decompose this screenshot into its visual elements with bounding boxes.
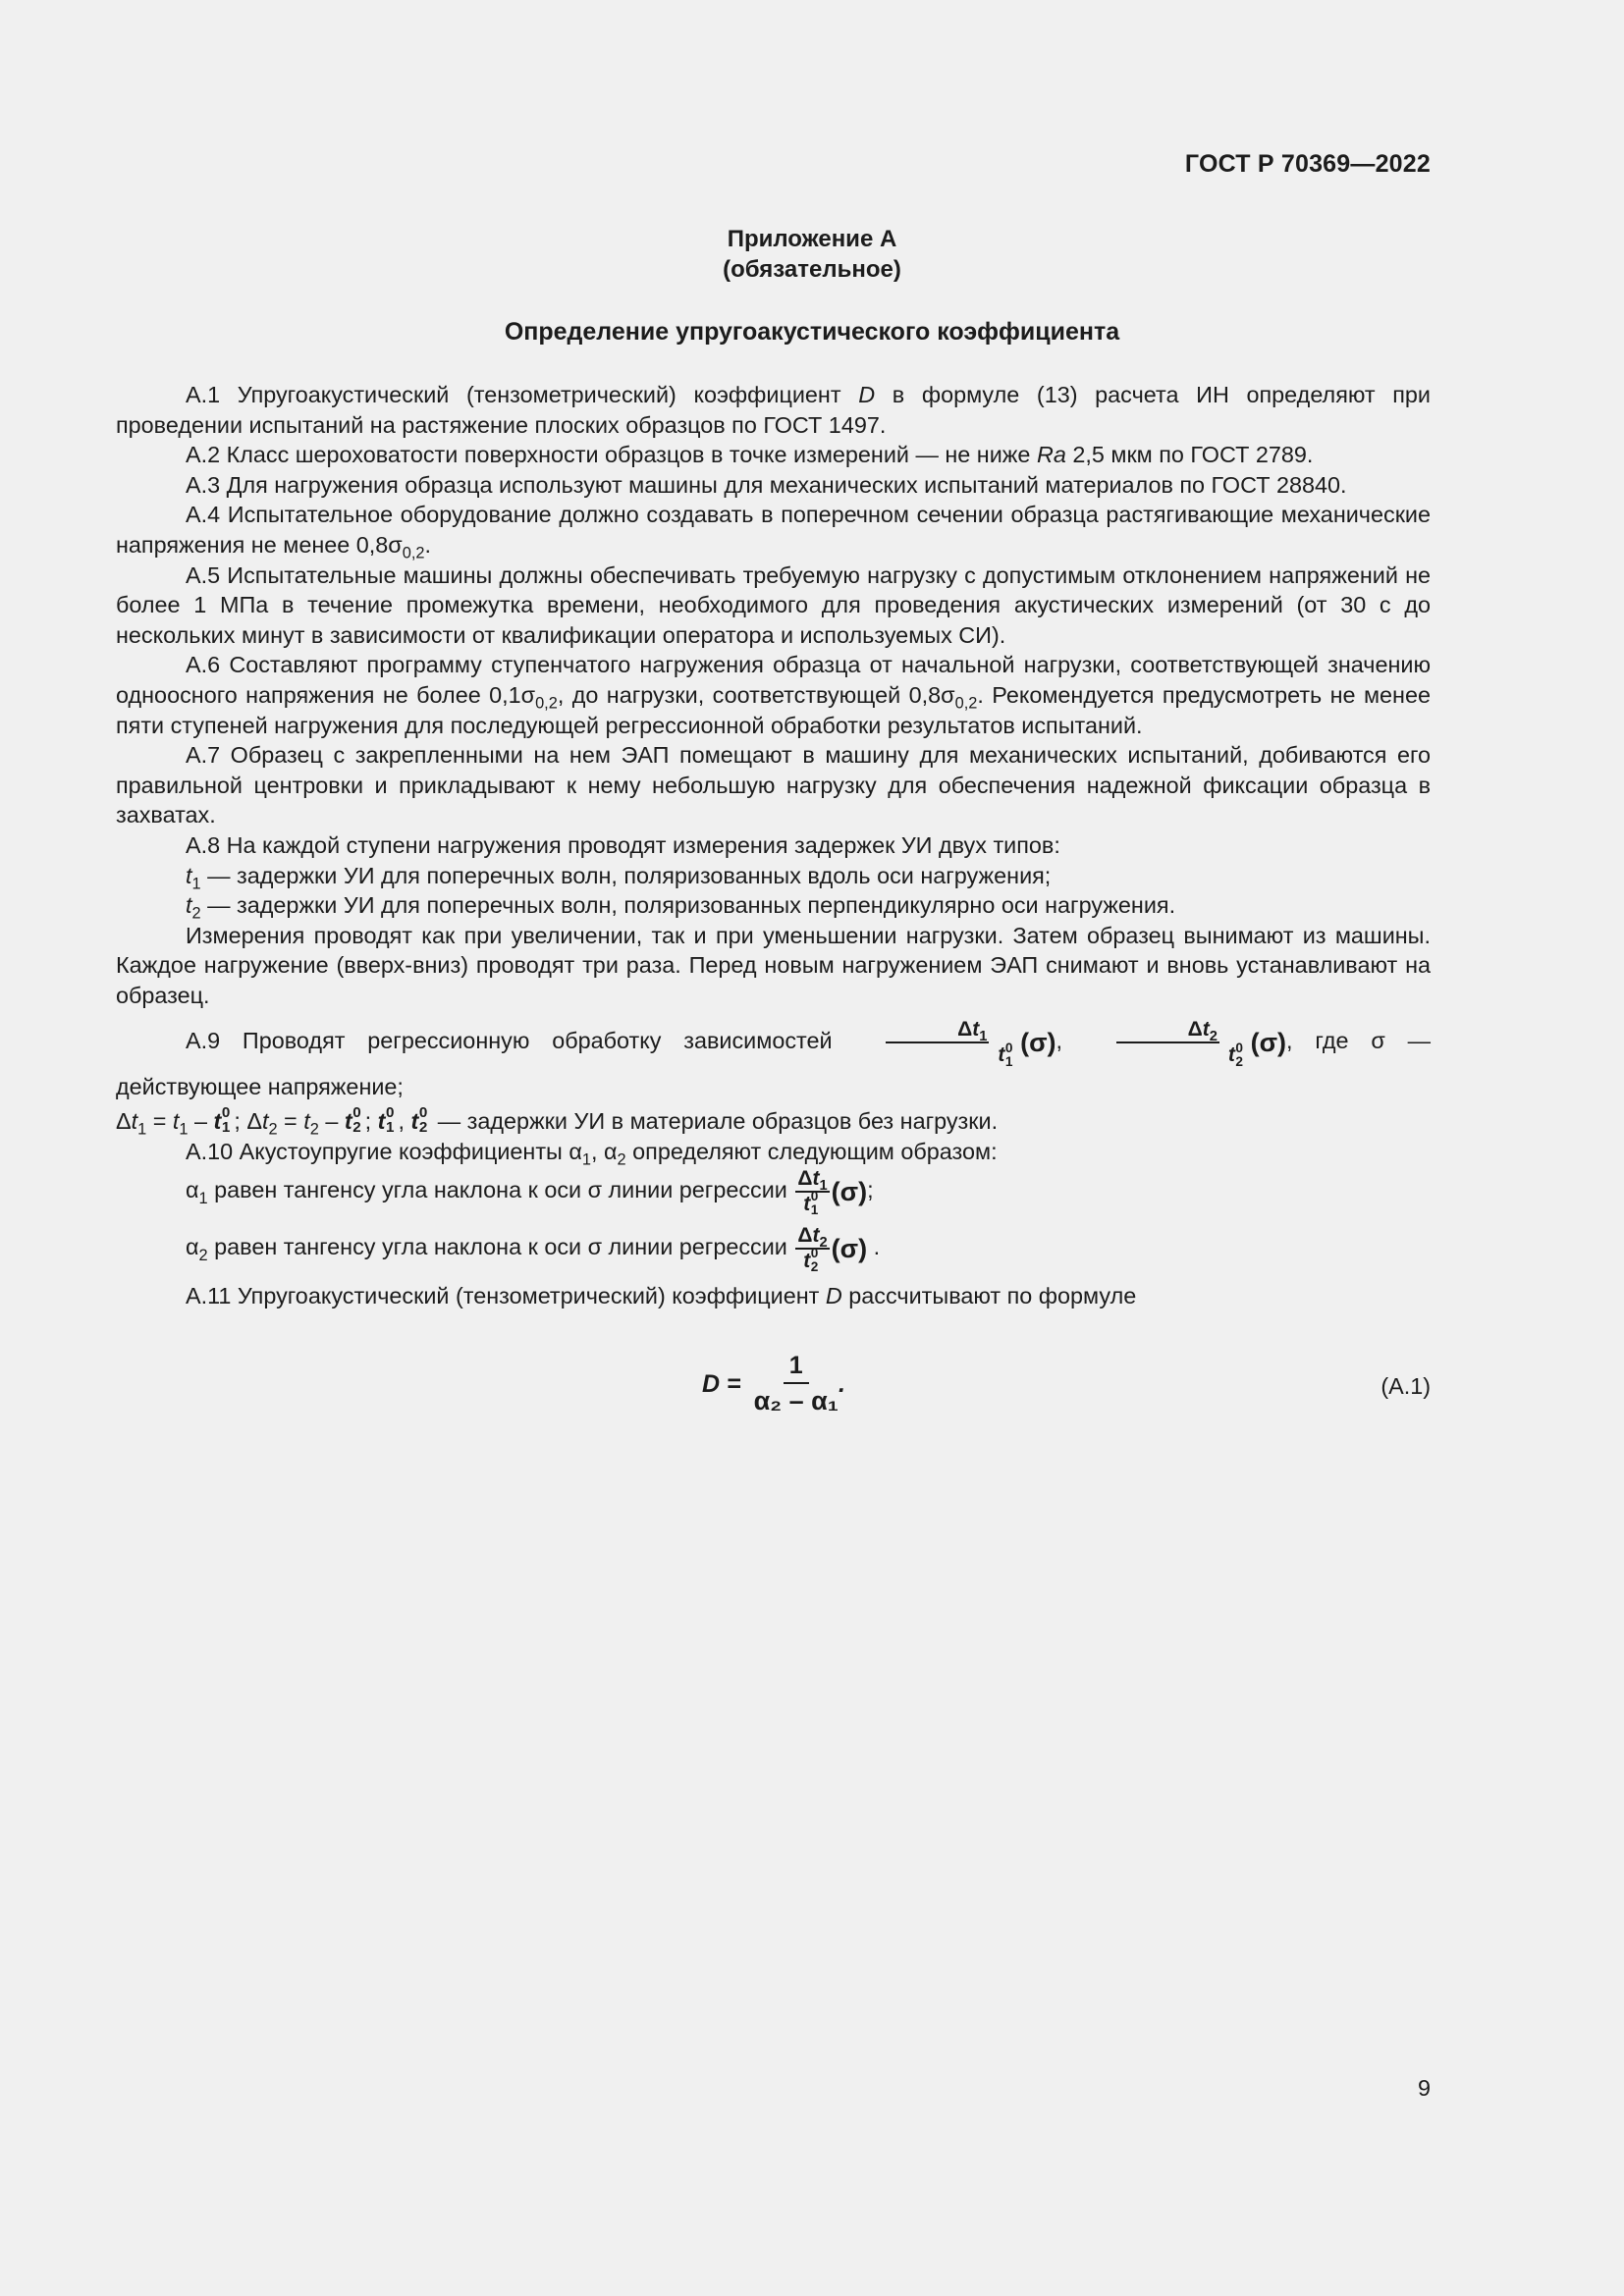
fraction-alpha1-regression: $\Delta t_1$ t 0 1	[797, 1166, 828, 1217]
measurement-paragraph: Измерения проводят как при увеличении, так и при уменьшении нагрузки. Затем образец вынимают из машины. Каждое нагружение (вверх-вниз) проводят три раза. Перед новым нагружением ЭАП снимают и вновь устанавливают на образец.	[116, 922, 1431, 1008]
clause-a10: А.10 Акустоупругие коэффициенты $\alpha_1$, $\alpha_2$ определяют следующим образом:	[186, 1139, 998, 1169]
appendix-status: (обязательное)	[723, 256, 901, 283]
clause-a5: А.5 Испытательные машины должны обеспечивать требуемую нагрузку с допустимым отклонением напряжений не более 1 МПа в течение промежутка времени, необходимого для проведения акустических измерений (от 30 с до нескольких минут в зависимости от квалификации оператора и используемых СИ).	[116, 561, 1431, 648]
clause-a6: А.6 Составляют программу ступенчатого нагружения образца от начальной нагрузки, соответствующей значению одноосного напряжения не более $0,1\sigma_{0,2}$, до нагрузки, соответствующей $0,8\sigma_{0,2}$. Рекомендуется предусмотреть не менее пяти ступеней нагружения для последующей регрессионной обработки результатов испытаний.	[116, 652, 1431, 738]
formula-fraction	[754, 1352, 839, 1416]
clause-a4: А.4 Испытательное оборудование должно создавать в поперечном сечении образца растягивающие механические напряжения не менее $0,8\sigma_{0,2}$.	[116, 502, 1431, 562]
definition-t1: $t_1$ — задержки УИ для поперечных волн, поляризованных вдоль оси нагружения;	[186, 862, 1052, 893]
clause-a9-definitions: $\Delta t_1 = t_1 - t$ 0 1 ; $\Delta t_2 = t_2 - t$ 0 2 ; t 0 1 , t 0 2 — задержки УИ в материале образцов без нагрузки.	[116, 1104, 999, 1140]
formula-a1	[0, 1348, 1624, 1426]
clause-a3: А.3 Для нагружения образца используют машины для механических испытаний материалов по ГОСТ 28840.	[186, 471, 1347, 498]
fraction-alpha2-regression: $\Delta t_2$ t 0 2	[797, 1223, 828, 1274]
formula-denominator: α₂ – α₁	[753, 1386, 839, 1415]
standard-designation: ГОСТ Р 70369—2022	[1184, 150, 1431, 178]
formula-lhs: D	[702, 1369, 721, 1398]
document-body	[116, 380, 1431, 1310]
formula-expression: D = $\frac{1}{\text{α₂ – α₁}}$ .	[702, 1352, 845, 1415]
clause-a1: А.1 Упругоакустический (тензометрический) коэффициент D в формуле (13) расчета ИН определяют при проведении испытаний на растяжение плоских образцов по ГОСТ 1497.	[116, 382, 1431, 438]
clause-a2: А.2 Класс шероховатости поверхности образцов в точке измерений — не ниже Ra 2,5 мкм по ГОСТ 2789.	[186, 442, 1314, 468]
alpha1-definition: $\alpha_1$ равен тангенсу угла наклона к оси σ линии регрессии $\Delta t_1$ t 0 1 (σ);	[186, 1166, 874, 1217]
fraction-dt2-t2: $\Delta t_2$ t 0 2	[1087, 1018, 1249, 1067]
page-number: 9	[1417, 2075, 1431, 2101]
appendix-title: Определение упругоакустического коэффициента	[504, 318, 1120, 346]
clause-a11: А.11 Упругоакустический (тензометрический) коэффициент D рассчитывают по формуле	[186, 1282, 1137, 1308]
formula-numerator: 1	[784, 1352, 809, 1384]
definition-t2: $t_2$ — задержки УИ для поперечных волн, поляризованных перпендикулярно оси нагружения.	[186, 892, 1176, 923]
appendix-heading	[0, 224, 1624, 285]
clause-a7: А.7 Образец с закрепленными на нем ЭАП помещают в машину для механических испытаний, добиваются его правильной центровки и прикладывают к нему небольшую нагрузку для обеспечения надежной фиксации образца в захватах.	[116, 742, 1431, 828]
clause-a8: А.8 На каждой ступени нагружения проводят измерения задержек УИ двух типов:	[186, 831, 1060, 858]
appendix-label: Приложение А	[727, 226, 897, 252]
alpha2-definition: $\alpha_2$ равен тангенсу угла наклона к оси σ линии регрессии $\Delta t_2$ t 0 2 (σ) .	[186, 1223, 881, 1274]
equation-number: (А.1)	[1380, 1373, 1431, 1399]
clause-a9: А.9 Проводят регрессионную обработку зависимостей $\Delta t_1$ t 0 1 (σ), $\Delta t_2$ t 0 2 (σ), где σ — действующее напряжение;	[116, 1018, 1431, 1100]
fraction-dt1-t1: $\Delta t_1$ t 0 1	[856, 1018, 1018, 1067]
